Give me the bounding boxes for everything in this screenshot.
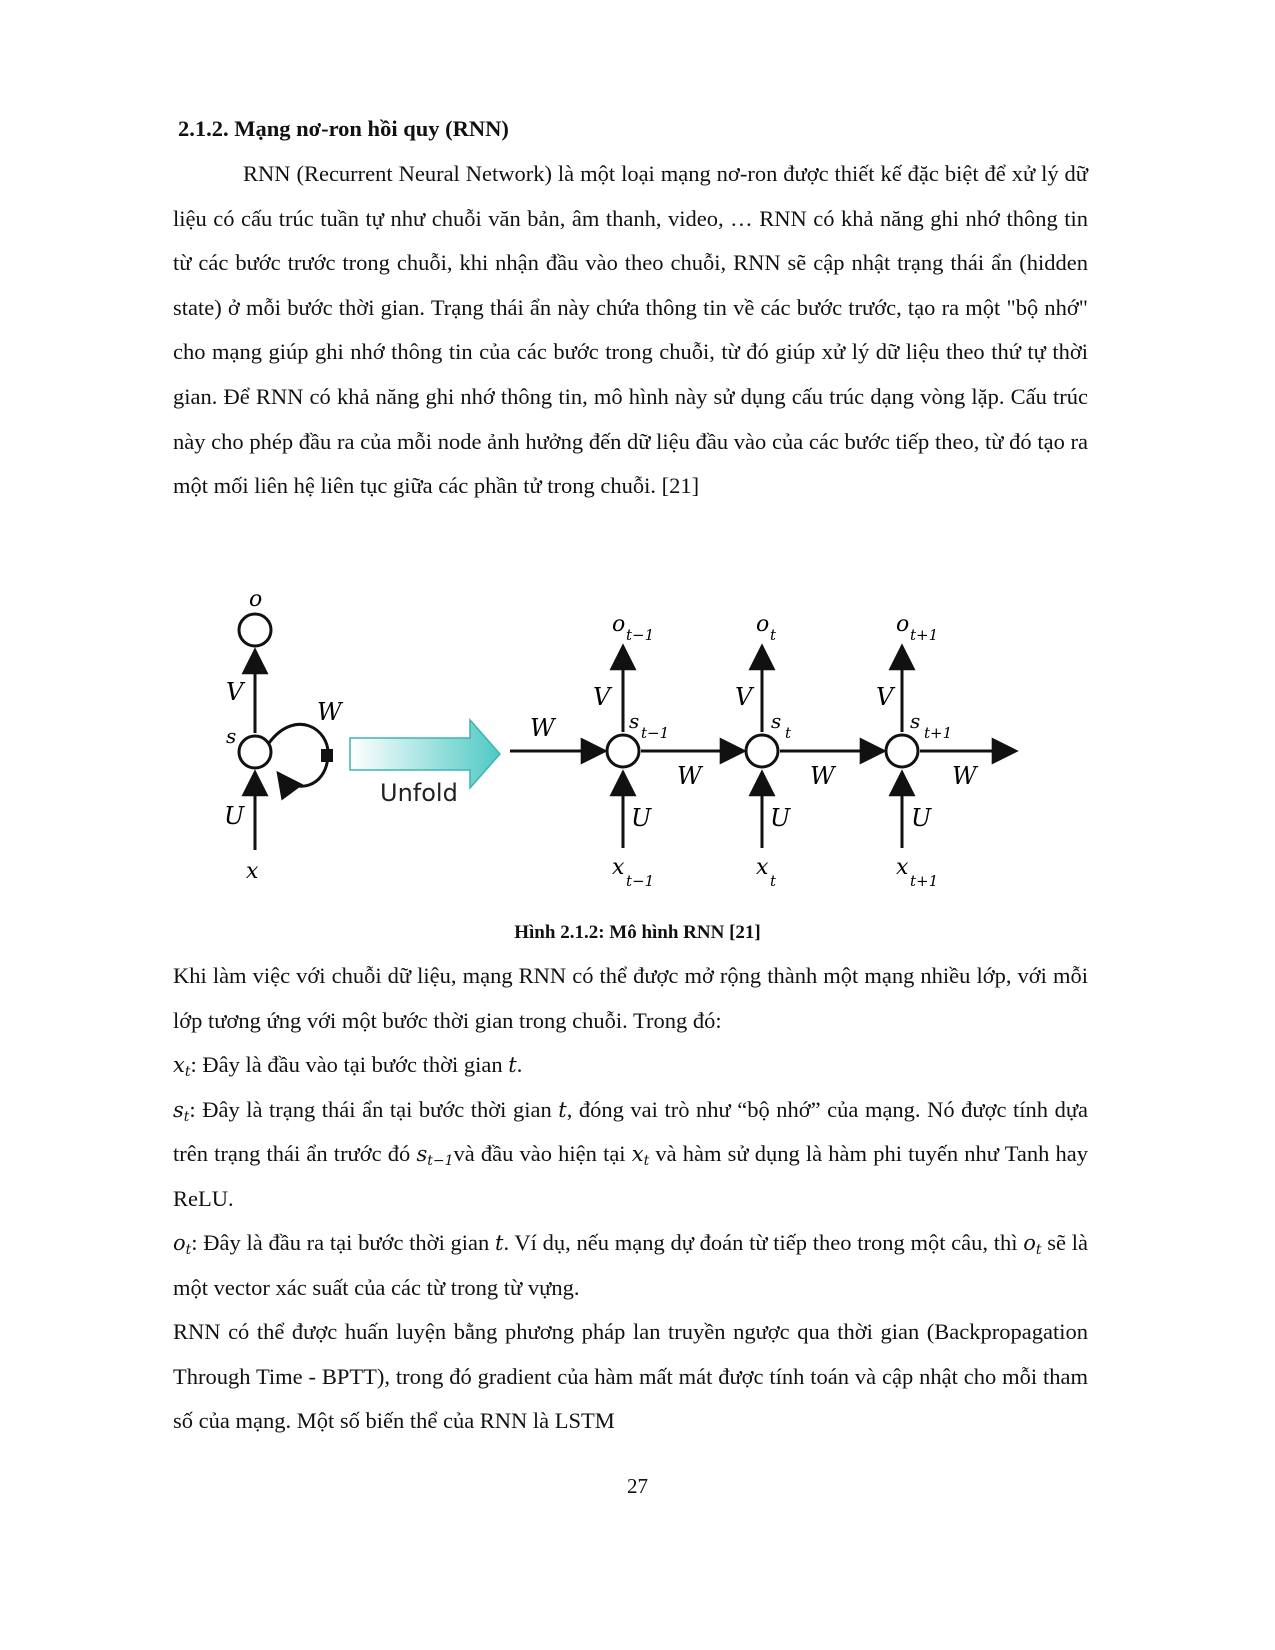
intro-paragraph: RNN (Recurrent Neural Network) là một loại mạng nơ-ron được thiết kế đặc biệt để xử lý dữ liệu có cấu trúc tuần tự như chuỗi văn bản, âm thanh, video, … RNN có khả năng ghi nhớ thông tin từ các bước trước trong chuỗi, khi nhận đầu vào theo chuỗi, RNN sẽ cập nhật trạng thái ẩn (hidden state) ở mỗi bước thời gian. Trạng thái ẩn này chứa thông tin về các bước trước, tạo ra một "bộ nhớ" cho mạng giúp ghi nhớ thông tin của các bước trong chuỗi, từ đó giúp xử lý dữ liệu theo thứ tự thời gian. Để RNN có khả năng ghi nhớ thông tin, mô hình này sử dụng cấu trúc dạng vòng lặp. Cấu trúc này cho phép đầu ra của mỗi node ảnh hưởng đến dữ liệu đầu vào của các bước tiếp theo, từ đó tạo ra một mối liên hệ liên tục giữa các phần tử trong chuỗi. [21] (173, 161, 1088, 499)
hidden-state-node (746, 735, 778, 767)
state-subscript: t+1 (924, 724, 953, 742)
state-label: s (629, 709, 640, 733)
folded-u-label: U (224, 802, 245, 830)
definitions-list (173, 1043, 1088, 1311)
t-symbol: t (495, 1231, 504, 1256)
input-label: x (756, 855, 769, 880)
o-symbol: $o_t$ (173, 1231, 192, 1259)
folded-output-node (239, 614, 271, 646)
bptt-paragraph: RNN có thể được huấn luyện bằng phương pháp lan truyền ngược qua thời gian (Backpropagation Through Time - BPTT), trong đó gradient của hàm mất mát được tính toán và cập nhật cho mỗi tham số của mạng. Một số biến thể của RNN là LSTM (173, 1319, 1088, 1434)
unfolded-rnn (510, 612, 1016, 890)
u-label: U (631, 804, 652, 832)
t-symbol: t (508, 1053, 517, 1077)
input-subscript: t+1 (910, 872, 939, 890)
output-label: o (756, 612, 770, 637)
w-label-1: W (677, 762, 702, 790)
folded-rnn (224, 588, 344, 884)
folded-delay-square (321, 749, 333, 762)
output-subscript: t+1 (910, 626, 939, 644)
definition-s: $s_t$: Đây là trạng thái ẩn tại bước thời gian t, đóng vai trò như “bộ nhớ” của mạng. Nó được tính dựa trên trạng thái ẩn trước đó $s_{t-1}và$ đầu vào hiện tại $x_t$ và hàm sử dụng là hàm phi tuyến như Tanh hay ReLU. (173, 1096, 1088, 1211)
u-label: U (770, 804, 791, 832)
w-label-2: W (810, 762, 835, 790)
folded-loop-arrow (269, 724, 328, 786)
input-label: x (896, 855, 909, 880)
definition-x: $x_t$: Đây là đầu vào tại bước thời gian t. (173, 1052, 523, 1080)
x-symbol: $x_t$ (173, 1053, 191, 1080)
folded-output-label: o (249, 588, 263, 612)
x-current-symbol: $x_t$ (631, 1142, 650, 1170)
folded-input-label: x (246, 859, 259, 884)
state-subscript: t (785, 724, 792, 742)
o-symbol-inline: $o_t$ (1023, 1231, 1042, 1259)
rnn-figure (220, 588, 1050, 918)
input-label: x (612, 855, 625, 880)
s-symbol: $s_t$ (173, 1097, 190, 1125)
folded-w-label: W (317, 698, 342, 726)
input-subscript: t (770, 872, 777, 890)
state-subscript: t−1 (641, 724, 670, 742)
input-subscript: t−1 (626, 872, 655, 890)
unfold-label: Unfold (380, 779, 458, 807)
output-subscript: t (770, 626, 777, 644)
t-symbol: t (558, 1097, 567, 1122)
state-label: s (910, 709, 921, 733)
unfold-arrow (350, 720, 500, 807)
state-label: s (771, 709, 782, 733)
hidden-state-node (886, 735, 918, 767)
figure-caption: Hình 2.1.2: Mô hình RNN [21] (514, 922, 761, 943)
v-label: V (735, 683, 753, 711)
folded-state-label: s (226, 724, 237, 748)
sequence-paragraph: Khi làm việc với chuỗi dữ liệu, mạng RNN có thể được mở rộng thành một mạng nhiều lớp, với mỗi lớp tương ứng với một bước thời gian trong chuỗi. Trong đó: (173, 963, 1088, 1033)
unfold-arrow-shape (350, 720, 500, 788)
definition-o: $o_t$: Đây là đầu ra tại bước thời gian t. Ví dụ, nếu mạng dự đoán từ tiếp theo trong một câu, thì $o_t$ sẽ là một vector xác suất của các từ trong từ vựng. (173, 1230, 1088, 1300)
v-label: V (593, 683, 611, 711)
w-label-out: W (952, 762, 977, 790)
hidden-state-node (607, 735, 639, 767)
w-label-in: W (530, 714, 555, 742)
v-label: V (876, 683, 894, 711)
section-heading: 2.1.2. Mạng nơ-ron hồi quy (RNN) (178, 116, 509, 141)
u-label: U (911, 804, 932, 832)
folded-state-node (239, 736, 271, 768)
output-subscript: t−1 (626, 626, 655, 644)
folded-v-label: V (226, 678, 244, 706)
output-label: o (612, 612, 626, 637)
page-number: 27 (627, 1474, 648, 1498)
s-prev-symbol: $s_{t-1}$ (416, 1142, 454, 1170)
output-label: o (896, 612, 910, 637)
rnn-diagram (220, 588, 1050, 918)
